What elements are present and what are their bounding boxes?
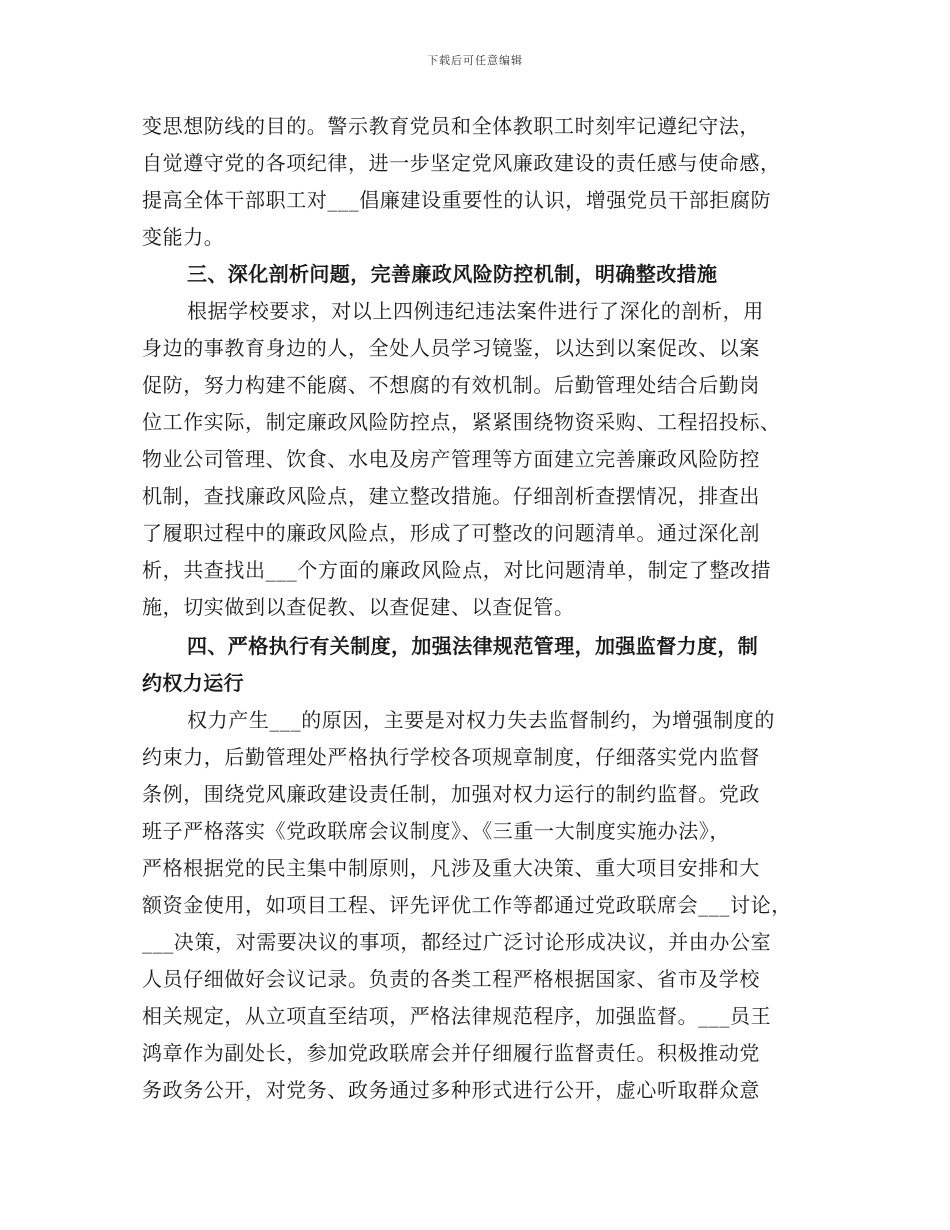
- body-line: 额资金使用，如项目工程、评先评优工作等都通过党政联席会___讨论，: [142, 893, 792, 917]
- body-line: 身边的事教育身边的人，全处人员学习镜鉴，以达到以案促改、以案: [142, 336, 760, 360]
- body-line: 约束力，后勤管理处严格执行学校各项规章制度，仔细落实党内监督: [142, 745, 760, 769]
- body-line: 了履职过程中的廉政风险点，形成了可整改的问题清单。通过深化剖: [142, 521, 760, 545]
- section-heading-4: 四、严格执行有关制度，加强法律规范管理，加强监督力度，制: [187, 634, 759, 658]
- paragraph-start: 权力产生___的原因，主要是对权力失去监督制约，为增强制度的: [187, 708, 775, 732]
- download-note: 下载后可任意编辑: [427, 54, 523, 67]
- body-line: 鸿章作为副处长，参加党政联席会并仔细履行监督责任。积极推动党: [142, 1041, 760, 1065]
- body-line: 施，切实做到以查促教、以查促建、以查促管。: [142, 595, 575, 619]
- body-line: ___决策，对需要决议的事项，都经过广泛讨论形成决议，并由办公室: [142, 930, 772, 954]
- body-line: 物业公司管理、饮食、水电及房产管理等方面建立完善廉政风险防控: [142, 447, 760, 471]
- body-line: 变能力。: [142, 225, 225, 249]
- section-heading-4-cont: 约权力运行: [142, 671, 244, 695]
- body-line: 条例，围绕党风廉政建设责任制，加强对权力运行的制约监督。党政: [142, 782, 760, 806]
- body-line: 机制，查找廉政风险点，建立整改措施。仔细剖析查摆情况，排查出: [142, 484, 760, 508]
- body-line: 人员仔细做好会议记录。负责的各类工程严格根据国家、省市及学校: [142, 967, 760, 991]
- body-line: 自觉遵守党的各项纪律，进一步坚定党风廉政建设的责任感与使命感，: [142, 151, 781, 175]
- body-line: 相关规定，从立项直至结项，严格法律规范程序，加强监督。___员王: [142, 1004, 772, 1028]
- paragraph-start: 根据学校要求，对以上四例违纪违法案件进行了深化的剖析，用: [187, 299, 764, 323]
- body-line: 位工作实际，制定廉政风险防控点，紧紧围绕物资采购、工程招投标、: [142, 410, 781, 434]
- body-line: 务政务公开，对党务、政务通过多种形式进行公开，虚心听取群众意: [142, 1078, 760, 1102]
- body-line: 严格根据党的民主集中制原则，凡涉及重大决策、重大项目安排和大: [142, 856, 760, 880]
- section-heading-3: 三、深化剖析问题，完善廉政风险防控机制，明确整改措施: [187, 262, 718, 286]
- body-line: 促防，努力构建不能腐、不想腐的有效机制。后勤管理处结合后勤岗: [142, 373, 760, 397]
- body-line: 变思想防线的目的。警示教育党员和全体教职工时刻牢记遵纪守法，: [142, 114, 760, 138]
- body-line: 提高全体干部职工对___倡廉建设重要性的认识，增强党员干部拒腐防: [142, 188, 772, 212]
- body-line: 班子严格落实《党政联席会议制度》、《三重一大制度实施办法》，: [142, 819, 730, 843]
- body-line: 析，共查找出___个方面的廉政风险点，对比问题清单，制定了整改措: [142, 558, 772, 582]
